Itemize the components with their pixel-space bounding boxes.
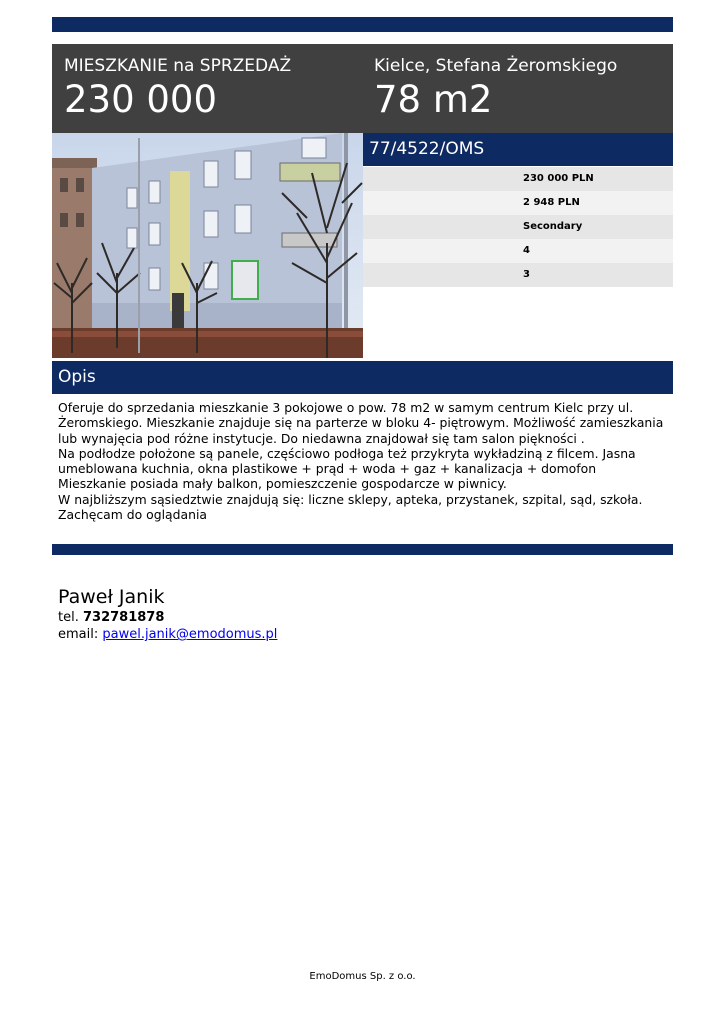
- description-paragraph: Oferuje do sprzedania mieszkanie 3 pokojowe o pow. 78 m2 w samym centrum Kielc przy ul. Żeromskiego. Mieszkanie znajduje się na parterze w bloku 4- piętrowym. Możliwość zamieszkania lub wynajęcia pod różne instytucje. Do niedawna znajdował się tam salon piękności .: [58, 400, 664, 446]
- description-paragraph: Mieszkanie posiada mały balkon, pomieszczenie gospodarcze w piwnicy.: [58, 476, 507, 492]
- header-right: [374, 56, 617, 122]
- param-value: 3: [523, 269, 530, 280]
- header-left: [64, 56, 291, 122]
- param-value: 230 000 PLN: [523, 173, 594, 184]
- param-value: 2 948 PLN: [523, 197, 580, 208]
- description-paragraph: Zachęcam do oglądania: [58, 507, 207, 523]
- agent-phone: [58, 609, 277, 626]
- description-paragraph: W najbliższym sąsiedztwie znajdują się: liczne sklepy, apteka, przystanek, szpital, sąd, szkoła.: [58, 491, 643, 507]
- listing-price: 230 000: [64, 78, 218, 121]
- param-row: [363, 167, 673, 191]
- param-row: [363, 215, 673, 239]
- phone-label: tel.: [58, 610, 79, 625]
- param-value: Secondary: [523, 221, 583, 232]
- property-photo: [52, 133, 363, 358]
- email-label: email:: [58, 627, 99, 642]
- param-row: [363, 239, 673, 263]
- top-accent-bar: [52, 17, 673, 32]
- parameters-table: [363, 167, 673, 287]
- phone-number: 732781878: [82, 610, 165, 625]
- description-text: [58, 400, 670, 522]
- listing-type: MIESZKANIE na SPRZEDAŻ: [64, 56, 292, 76]
- param-row: [363, 263, 673, 287]
- section-divider-bar: [52, 544, 673, 555]
- footer-company: EmoDomus Sp. z o.o.: [309, 971, 416, 982]
- listing-header: [52, 44, 673, 133]
- listing-location: Kielce, Stefana Żeromskiego: [374, 56, 618, 76]
- agent-contact: [58, 585, 277, 643]
- email-link[interactable]: pawel.janik@emodomus.pl: [102, 627, 278, 642]
- description-paragraph: Na podłodze położone są panele, częściowo podłoga też przykryta wykładziną z filcem. Jasna umeblowana kuchnia, okna plastikowe + prąd + woda + gaz + kanalizacja + domofon: [58, 445, 636, 477]
- param-value: 4: [523, 245, 530, 256]
- param-row: [363, 191, 673, 215]
- listing-reference: 77/4522/OMS: [363, 133, 673, 166]
- agent-email: [58, 626, 277, 643]
- listing-area: 78 m2: [374, 78, 493, 121]
- agent-name: Paweł Janik: [58, 586, 165, 608]
- description-heading: Opis: [52, 361, 673, 394]
